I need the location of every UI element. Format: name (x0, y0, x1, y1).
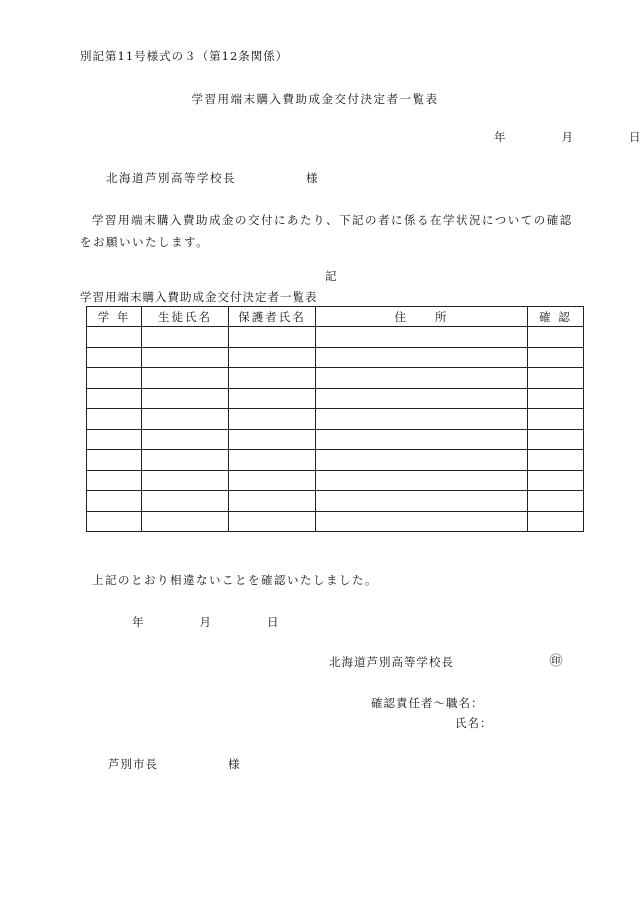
table-row (87, 347, 584, 368)
date-day: 日 (267, 615, 279, 629)
table-cell[interactable] (528, 347, 584, 368)
document-title: 学習用端末購入費助成金交付決定者一覧表 (191, 92, 439, 106)
header-grade: 学 年 (87, 307, 142, 327)
table-cell[interactable] (142, 388, 229, 409)
table-row (87, 368, 584, 389)
addressee-principal-honorific: 様 (306, 171, 319, 185)
table-row (87, 327, 584, 348)
table-cell[interactable] (229, 470, 316, 491)
table-cell[interactable] (229, 409, 316, 430)
table-row (87, 388, 584, 409)
table-row (87, 450, 584, 471)
table-cell[interactable] (87, 327, 142, 348)
table-cell[interactable] (528, 368, 584, 389)
table-cell[interactable] (316, 347, 528, 368)
confirmation-statement: 上記のとおり相違ないことを確認いたしました。 (92, 573, 378, 587)
table-cell[interactable] (87, 409, 142, 430)
table-cell[interactable] (229, 511, 316, 532)
recipient-list-table (86, 306, 584, 532)
table-cell[interactable] (142, 327, 229, 348)
table-cell[interactable] (528, 409, 584, 430)
table-cell[interactable] (316, 327, 528, 348)
addressee-mayor-honorific: 様 (228, 757, 241, 771)
addressee-principal (106, 172, 319, 186)
addressee-mayor (108, 758, 241, 772)
responsible-title-label: 確認責任者～職名： (371, 696, 484, 710)
table-row (87, 409, 584, 430)
form-number: 別記第11号様式の３（第12条関係） (80, 49, 289, 63)
table-row (87, 429, 584, 450)
table-cell[interactable] (316, 491, 528, 512)
table-cell[interactable] (229, 327, 316, 348)
date-year: 年 (494, 130, 506, 144)
table-caption: 学習用端末購入費助成金交付決定者一覧表 (80, 290, 318, 304)
school-principal-signature-line: 北海道芦別高等学校長 (329, 655, 454, 669)
table-cell[interactable] (87, 347, 142, 368)
responsible-name-label: 氏名： (455, 716, 493, 730)
table-row (87, 470, 584, 491)
table-cell[interactable] (528, 511, 584, 532)
seal-icon: ㊞ (549, 654, 563, 669)
table-cell[interactable] (87, 368, 142, 389)
table-cell[interactable] (229, 450, 316, 471)
table-cell[interactable] (142, 347, 229, 368)
table-cell[interactable] (87, 470, 142, 491)
table-cell[interactable] (87, 388, 142, 409)
ki-label: 記 (325, 269, 337, 283)
table-cell[interactable] (316, 409, 528, 430)
header-guardian-name: 保護者氏名 (229, 307, 316, 327)
table-cell[interactable] (528, 470, 584, 491)
addressee-principal-name: 北海道芦別高等学校長 (106, 171, 236, 185)
addressee-mayor-name: 芦別市長 (108, 757, 158, 771)
table-cell[interactable] (87, 450, 142, 471)
table-cell[interactable] (142, 409, 229, 430)
table-cell[interactable] (229, 388, 316, 409)
table-row (87, 511, 584, 532)
table-cell[interactable] (142, 368, 229, 389)
table-cell[interactable] (87, 511, 142, 532)
table-cell[interactable] (142, 491, 229, 512)
table-cell[interactable] (87, 429, 142, 450)
table-cell[interactable] (316, 368, 528, 389)
table-cell[interactable] (316, 429, 528, 450)
table-cell[interactable] (142, 470, 229, 491)
date-day: 日 (629, 130, 641, 144)
table-cell[interactable] (142, 450, 229, 471)
header-confirmation: 確 認 (528, 307, 584, 327)
request-body-text: 学習用端末購入費助成金の交付にあたり、下記の者に係る在学状況についての確認をお願いいたします。 (80, 213, 573, 249)
table-cell[interactable] (528, 450, 584, 471)
table-cell[interactable] (528, 327, 584, 348)
table-cell[interactable] (528, 429, 584, 450)
table-row (87, 491, 584, 512)
table-cell[interactable] (87, 491, 142, 512)
date-top (466, 131, 641, 145)
table-cell[interactable] (229, 429, 316, 450)
date-month: 月 (561, 130, 573, 144)
table-cell[interactable] (316, 470, 528, 491)
table-cell[interactable] (142, 429, 229, 450)
table-header-row (87, 307, 584, 327)
header-student-name: 生徒氏名 (142, 307, 229, 327)
table-cell[interactable] (229, 368, 316, 389)
date-bottom (132, 616, 279, 630)
table-cell[interactable] (229, 347, 316, 368)
table-cell[interactable] (142, 511, 229, 532)
header-address: 住 所 (316, 307, 528, 327)
date-month: 月 (199, 615, 211, 629)
table-cell[interactable] (316, 511, 528, 532)
date-year: 年 (132, 615, 144, 629)
table-cell[interactable] (528, 491, 584, 512)
table-cell[interactable] (528, 388, 584, 409)
table-cell[interactable] (229, 491, 316, 512)
table-cell[interactable] (316, 388, 528, 409)
table-cell[interactable] (316, 450, 528, 471)
